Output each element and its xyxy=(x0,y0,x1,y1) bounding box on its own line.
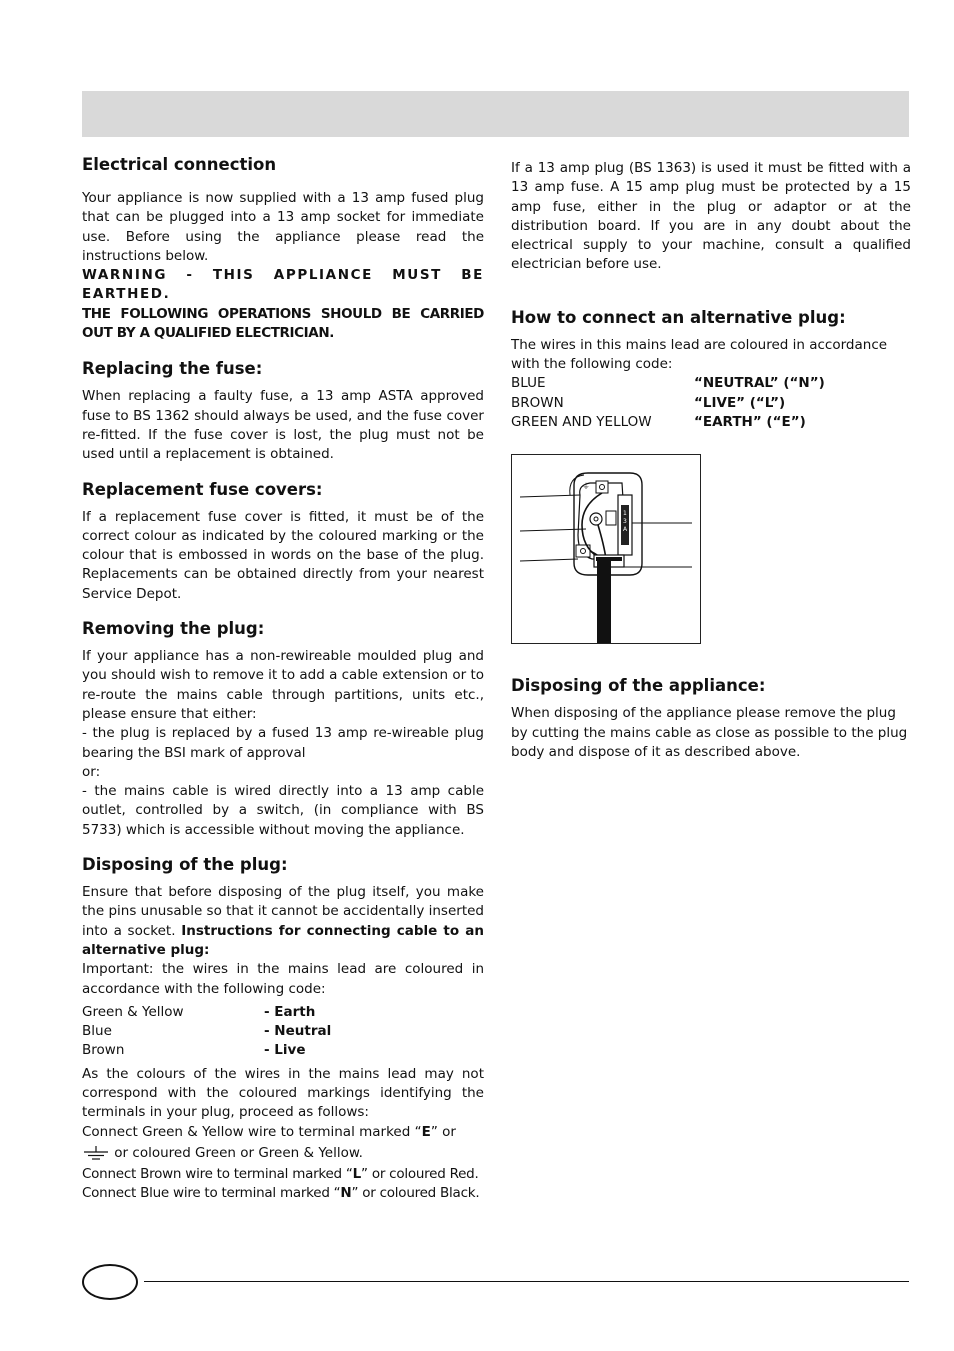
section-alternative-plug xyxy=(511,308,911,644)
section-disposing-appliance xyxy=(511,676,911,762)
wire-code-row: Green & Yellow - Earth xyxy=(82,1003,316,1020)
plug-diagram-illustration xyxy=(512,455,700,643)
section-title: Electrical connection xyxy=(82,155,277,174)
section-removing-plug xyxy=(82,619,484,840)
svg-text:A: A xyxy=(623,526,628,534)
paragraph: Connect Green & Yellow wire to terminal marked “E” or xyxy=(82,1123,456,1140)
paragraph: If your appliance has a non-rewireable moulded plug and you should wish to remove it to add a cable extension or to re-route the mains cable through partitions, units etc., please ensure that either: xyxy=(82,648,485,722)
paragraph: - the mains cable is wired directly into a 13 amp cable outlet, controlled by a switch, (in compliance with BS 5733) which is accessible without moving the appliance. xyxy=(82,783,484,838)
paragraph: The wires in this mains lead are coloured in accordance with the following code: xyxy=(511,336,888,373)
paragraph: When replacing a faulty fuse, a 13 amp ASTA approved fuse to BS 1362 should always be used, and the fuse cover re-fitted. If the fuse cover is lost, the plug must not be used until a replacement is obtained. xyxy=(82,388,484,463)
paragraph: Important: the wires in the mains lead are coloured in accordance with the following code: xyxy=(82,961,484,997)
paragraph: If a 13 amp plug (BS 1363) is used it must be fitted with a 13 amp fuse. A 15 amp plug must be protected by a 15 amp fuse, either in the plug or adaptor or at the distribution board. If you are in any doubt about the electrical supply to your machine, consult a qualified electrician before use. xyxy=(511,160,911,273)
paragraph: As the colours of the wires in the mains lead may not correspond with the coloured markings identifying the terminals in your plug, proceed as follows: xyxy=(82,1065,484,1121)
section-electrical-connection xyxy=(82,155,484,343)
svg-text:⏚: ⏚ xyxy=(582,482,590,492)
section-title: Removing the plug: xyxy=(82,619,265,639)
wire-code-row: BROWN “LIVE” (“L”) xyxy=(511,394,786,411)
plug-wiring-diagram xyxy=(511,454,701,644)
paragraph: - the plug is replaced by a fused 13 amp re-wireable plug bearing the BSI mark of approval xyxy=(82,725,484,761)
paragraph: Your appliance is now supplied with a 13 amp fused plug that can be plugged into a 13 amp socket for immediate use. Before using the appliance please read the instructions below. xyxy=(82,190,484,264)
svg-text:3: 3 xyxy=(623,518,627,526)
wire-code-row: Brown - Live xyxy=(82,1042,306,1059)
paragraph: Connect Brown wire to terminal marked “L” or coloured Red. xyxy=(82,1165,479,1182)
warning-line: WARNING - THIS APPLIANCE MUST BE EARTHED. THE FOLLOWING OPERATIONS SHOULD BE CARRIED OUT BY A QUALIFIED ELECTRICIAN. xyxy=(82,267,484,342)
paragraph: If a replacement fuse cover is fitted, it must be of the correct colour as indicated by the coloured marking or the colour that is embossed in words on the base of the plug. Replacements can be obtained directly from your nearest Service Depot. xyxy=(82,508,484,602)
paragraph: or: xyxy=(82,763,101,780)
paragraph: or coloured Green or Green & Yellow. xyxy=(82,1142,484,1165)
section-replacing-fuse xyxy=(82,359,484,464)
wire-code-row: GREEN AND YELLOW “EARTH” (“E”) xyxy=(511,413,806,430)
footer-rule xyxy=(144,1281,909,1282)
header-bar xyxy=(82,91,909,137)
wire-code-row: BLUE “NEUTRAL” (“N”) xyxy=(511,375,825,392)
section-disposing-plug xyxy=(82,855,484,1203)
section-title: How to connect an alternative plug: xyxy=(511,307,846,327)
paragraph: Ensure that before disposing of the plug itself, you make the pins unusable so that it cannot be accidentally inserted into a socket. Instructions for connecting cable to an alternative plug: xyxy=(82,884,484,958)
paragraph: When disposing of the appliance please remove the plug by cutting the mains cable as close as possible to the plug body and dispose of it as described above. xyxy=(511,705,908,760)
section-title: Replacing the fuse: xyxy=(82,359,263,379)
wire-code-table xyxy=(511,374,911,432)
section-title: Disposing of the plug: xyxy=(82,855,288,875)
svg-text:1: 1 xyxy=(623,510,627,518)
wire-code-row: Blue - Neutral xyxy=(82,1023,332,1040)
section-fuse-covers xyxy=(82,480,484,604)
wire-code-table xyxy=(82,1003,484,1061)
section-title: Replacement fuse covers: xyxy=(82,479,323,499)
section-title: Disposing of the appliance: xyxy=(511,676,766,696)
right-column xyxy=(511,159,911,762)
earth-symbol-icon xyxy=(82,1146,110,1160)
page-number-badge xyxy=(82,1264,138,1300)
left-column xyxy=(82,155,484,1203)
paragraph: Connect Blue wire to terminal marked “N” or coloured Black. xyxy=(82,1185,480,1202)
